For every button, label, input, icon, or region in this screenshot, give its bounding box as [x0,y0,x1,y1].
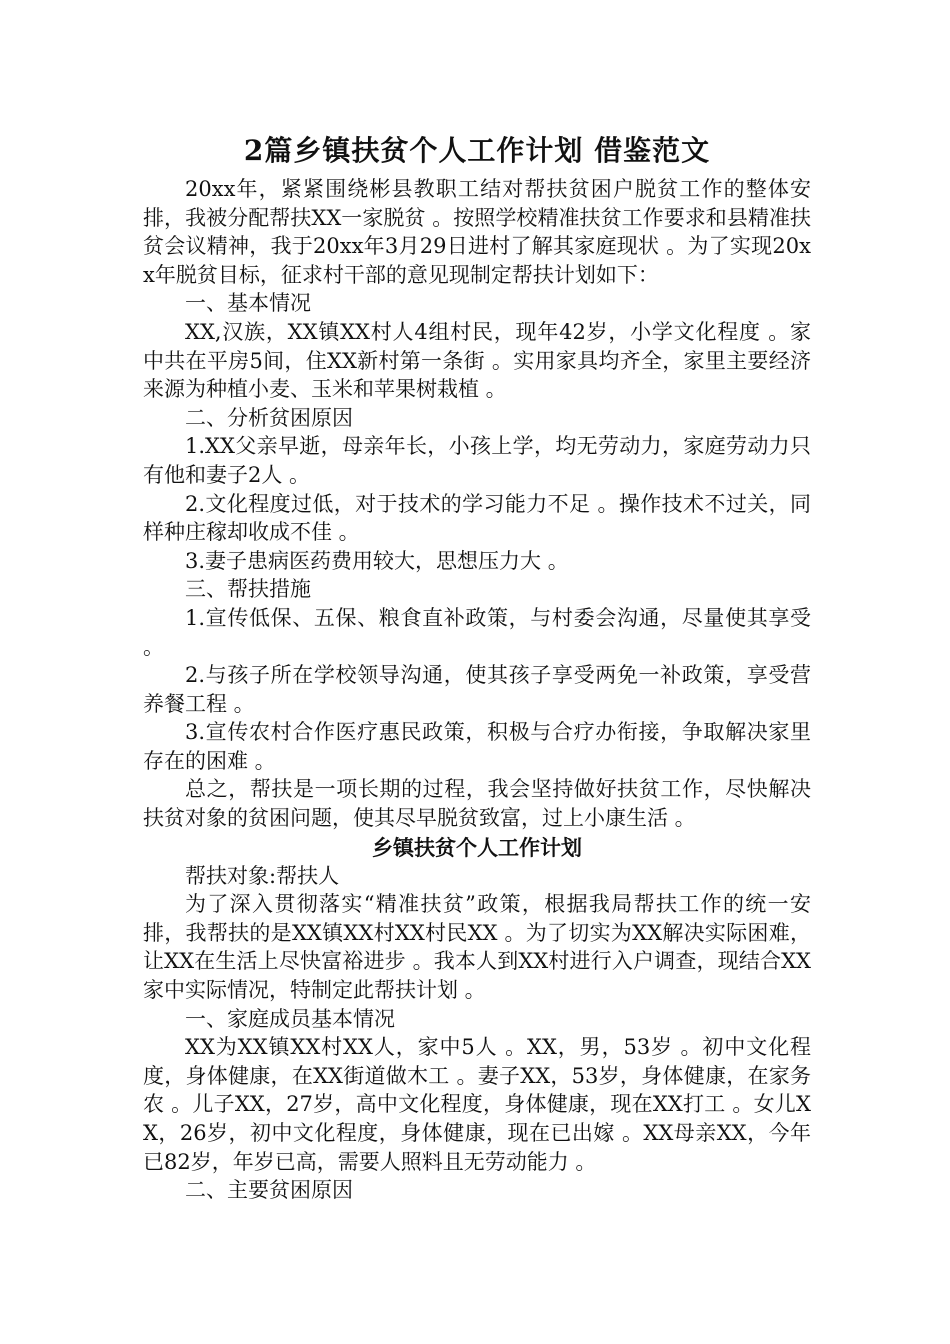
cause-item-3: 3.妻子患病医药费用较大，思想压力大 。 [185,548,569,573]
family-members-paragraph: XX为XX镇XX村XX人，家中5人 。XX，男，53岁 。初中文化程度，身体健康，在XX街道做木工 。妻子XX，53岁，身体健康，在家务农 。儿子XX，27岁，高中文化程度，身体健康，现在XX打工 。女儿XX，26岁，初中文化程度，身体健康，现在已出嫁 。XX母亲XX，今年已82岁，年岁已高，需要人照料且无劳动能力 。 [143,1035,811,1174]
intro-paragraph: 20xx年，紧紧围绕彬县教职工结对帮扶贫困户脱贫工作的整体安排，我被分配帮扶XX一家脱贫 。按照学校精准扶贫工作要求和县精准扶贫会议精神，我于20xx年3月29日进村了解其家庭现状 。为了实现20xx年脱贫目标，征求村干部的意见现制定帮扶计划如下： [143,177,811,287]
section-heading-poverty-causes: 二、分析贫困原因 [185,405,353,430]
basic-info-paragraph: XX,汉族，XX镇XX村人4组村民，现年42岁，小学文化程度 。家中共在平房5间，住XX新村第一条街 。实用家具均齐全，家里主要经济来源为种植小麦、玉米和苹果树栽植 。 [143,319,811,402]
section-heading-basic-info: 一、基本情况 [185,291,311,316]
section-heading-main-causes: 二、主要贫困原因 [185,1178,353,1203]
measure-item-3: 3.宣传农村合作医疗惠民政策，积极与合疗办衔接，争取解决家里存在的困难 。 [143,720,811,773]
section-heading-family-members: 一、家庭成员基本情况 [185,1006,395,1031]
cause-item-1: 1.XX父亲早逝，母亲年长，小孩上学，均无劳动力，家庭劳动力只有他和妻子2人 。 [143,434,811,487]
second-intro-paragraph: 为了深入贯彻落实“精准扶贫”政策，根据我局帮扶工作的统一安排，我帮扶的是XX镇XX村XX村民XX 。为了切实为XX解决实际困难，让XX在生活上尽快富裕进步 。我本人到XX村进行入户调查，现结合XX家中实际情况，特制定此帮扶计划 。 [143,892,811,1003]
measure-item-2: 2.与孩子所在学校领导沟通，使其孩子享受两免一补政策，享受营养餐工程 。 [143,663,811,716]
measure-item-1: 1.宣传低保、五保、粮食直补政策，与村委会沟通，尽量使其享受 。 [143,605,811,659]
second-plan-title: 乡镇扶贫个人工作计划 [372,834,582,860]
support-target-line: 帮扶对象:帮扶人 [185,863,340,888]
document-body [143,132,811,1205]
cause-item-2: 2.文化程度过低，对于技术的学习能力不足 。操作技术不过关，同样种庄稼却收成不佳 。 [143,491,811,545]
section-heading-measures: 三、帮扶措施 [185,577,311,602]
summary-paragraph: 总之，帮扶是一项长期的过程，我会坚持做好扶贫工作，尽快解决扶贫对象的贫困问题，使其尽早脱贫致富，过上小康生活 。 [143,777,811,831]
document-title: 2篇乡镇扶贫个人工作计划 借鉴范文 [243,134,711,167]
